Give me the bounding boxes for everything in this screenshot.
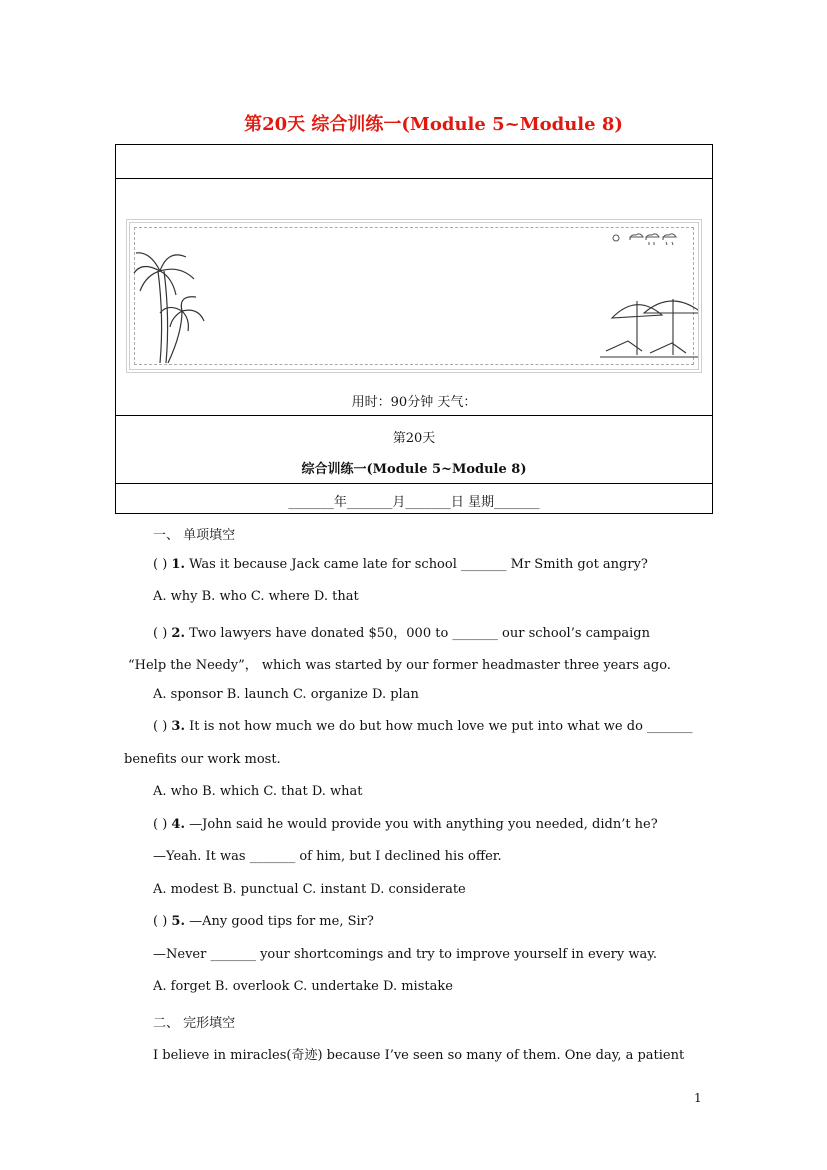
table-divider [116, 415, 712, 416]
weather-icons [613, 234, 676, 245]
sun-icon [613, 235, 619, 241]
header-table [115, 144, 713, 514]
question-3: ( ) 3. It is not how much we do but how much love we put into what we do _______ [153, 719, 693, 734]
question-2: ( ) 2. Two lawyers have donated $50，000 to _______ our school’s campaign [153, 626, 650, 641]
section-heading: 一、 单项填空 [153, 528, 236, 543]
rain-icon [646, 234, 659, 245]
question-4-continued: —Yeah. It was _______ of him, but I declined his offer. [153, 849, 502, 864]
cloud-icon [630, 234, 643, 240]
date-line: _______年_______月_______日 星期_______ [288, 495, 540, 510]
training-subtitle: 综合训练一(Module 5~Module 8) [301, 462, 527, 477]
page-title: 第20天 综合训练一(Module 5~Module 8) [244, 114, 623, 135]
question-4: ( ) 4. —John said he would provide you with anything you needed, didn’t he? [153, 817, 658, 832]
question-1: ( ) 1. Was it because Jack came late for school _______ Mr Smith got angry? [153, 557, 648, 572]
question-1-options: A. why B. who C. where D. that [153, 589, 359, 604]
storm-icon [663, 234, 676, 245]
beach-illustration [130, 223, 698, 369]
table-divider [116, 178, 712, 179]
table-divider [116, 483, 712, 484]
passage-line: I believe in miracles(奇迹) because I’ve seen so many of them. One day, a patient [153, 1048, 685, 1063]
day-label: 第20天 [392, 431, 436, 446]
palm-tree-icon [134, 253, 204, 363]
question-3-options: A. who B. which C. that D. what [153, 784, 363, 799]
question-5-options: A. forget B. overlook C. undertake D. mistake [153, 979, 453, 994]
question-3-continued: benefits our work most. [124, 752, 281, 767]
question-4-options: A. modest B. punctual C. instant D. considerate [153, 882, 466, 897]
section-heading: 二、 完形填空 [153, 1016, 236, 1031]
umbrella-icon [600, 299, 698, 357]
page-number: 1 [694, 1091, 702, 1105]
time-weather-info: 用时：90分钟 天气： [351, 395, 477, 410]
question-2-options: A. sponsor B. launch C. organize D. plan [153, 687, 419, 702]
question-5: ( ) 5. —Any good tips for me, Sir? [153, 914, 374, 929]
question-5-continued: —Never _______ your shortcomings and try to improve yourself in every way. [153, 947, 658, 962]
question-2-continued: “Help the Needy”， which was started by our former headmaster three years ago. [128, 658, 671, 673]
decorative-banner [126, 219, 702, 373]
